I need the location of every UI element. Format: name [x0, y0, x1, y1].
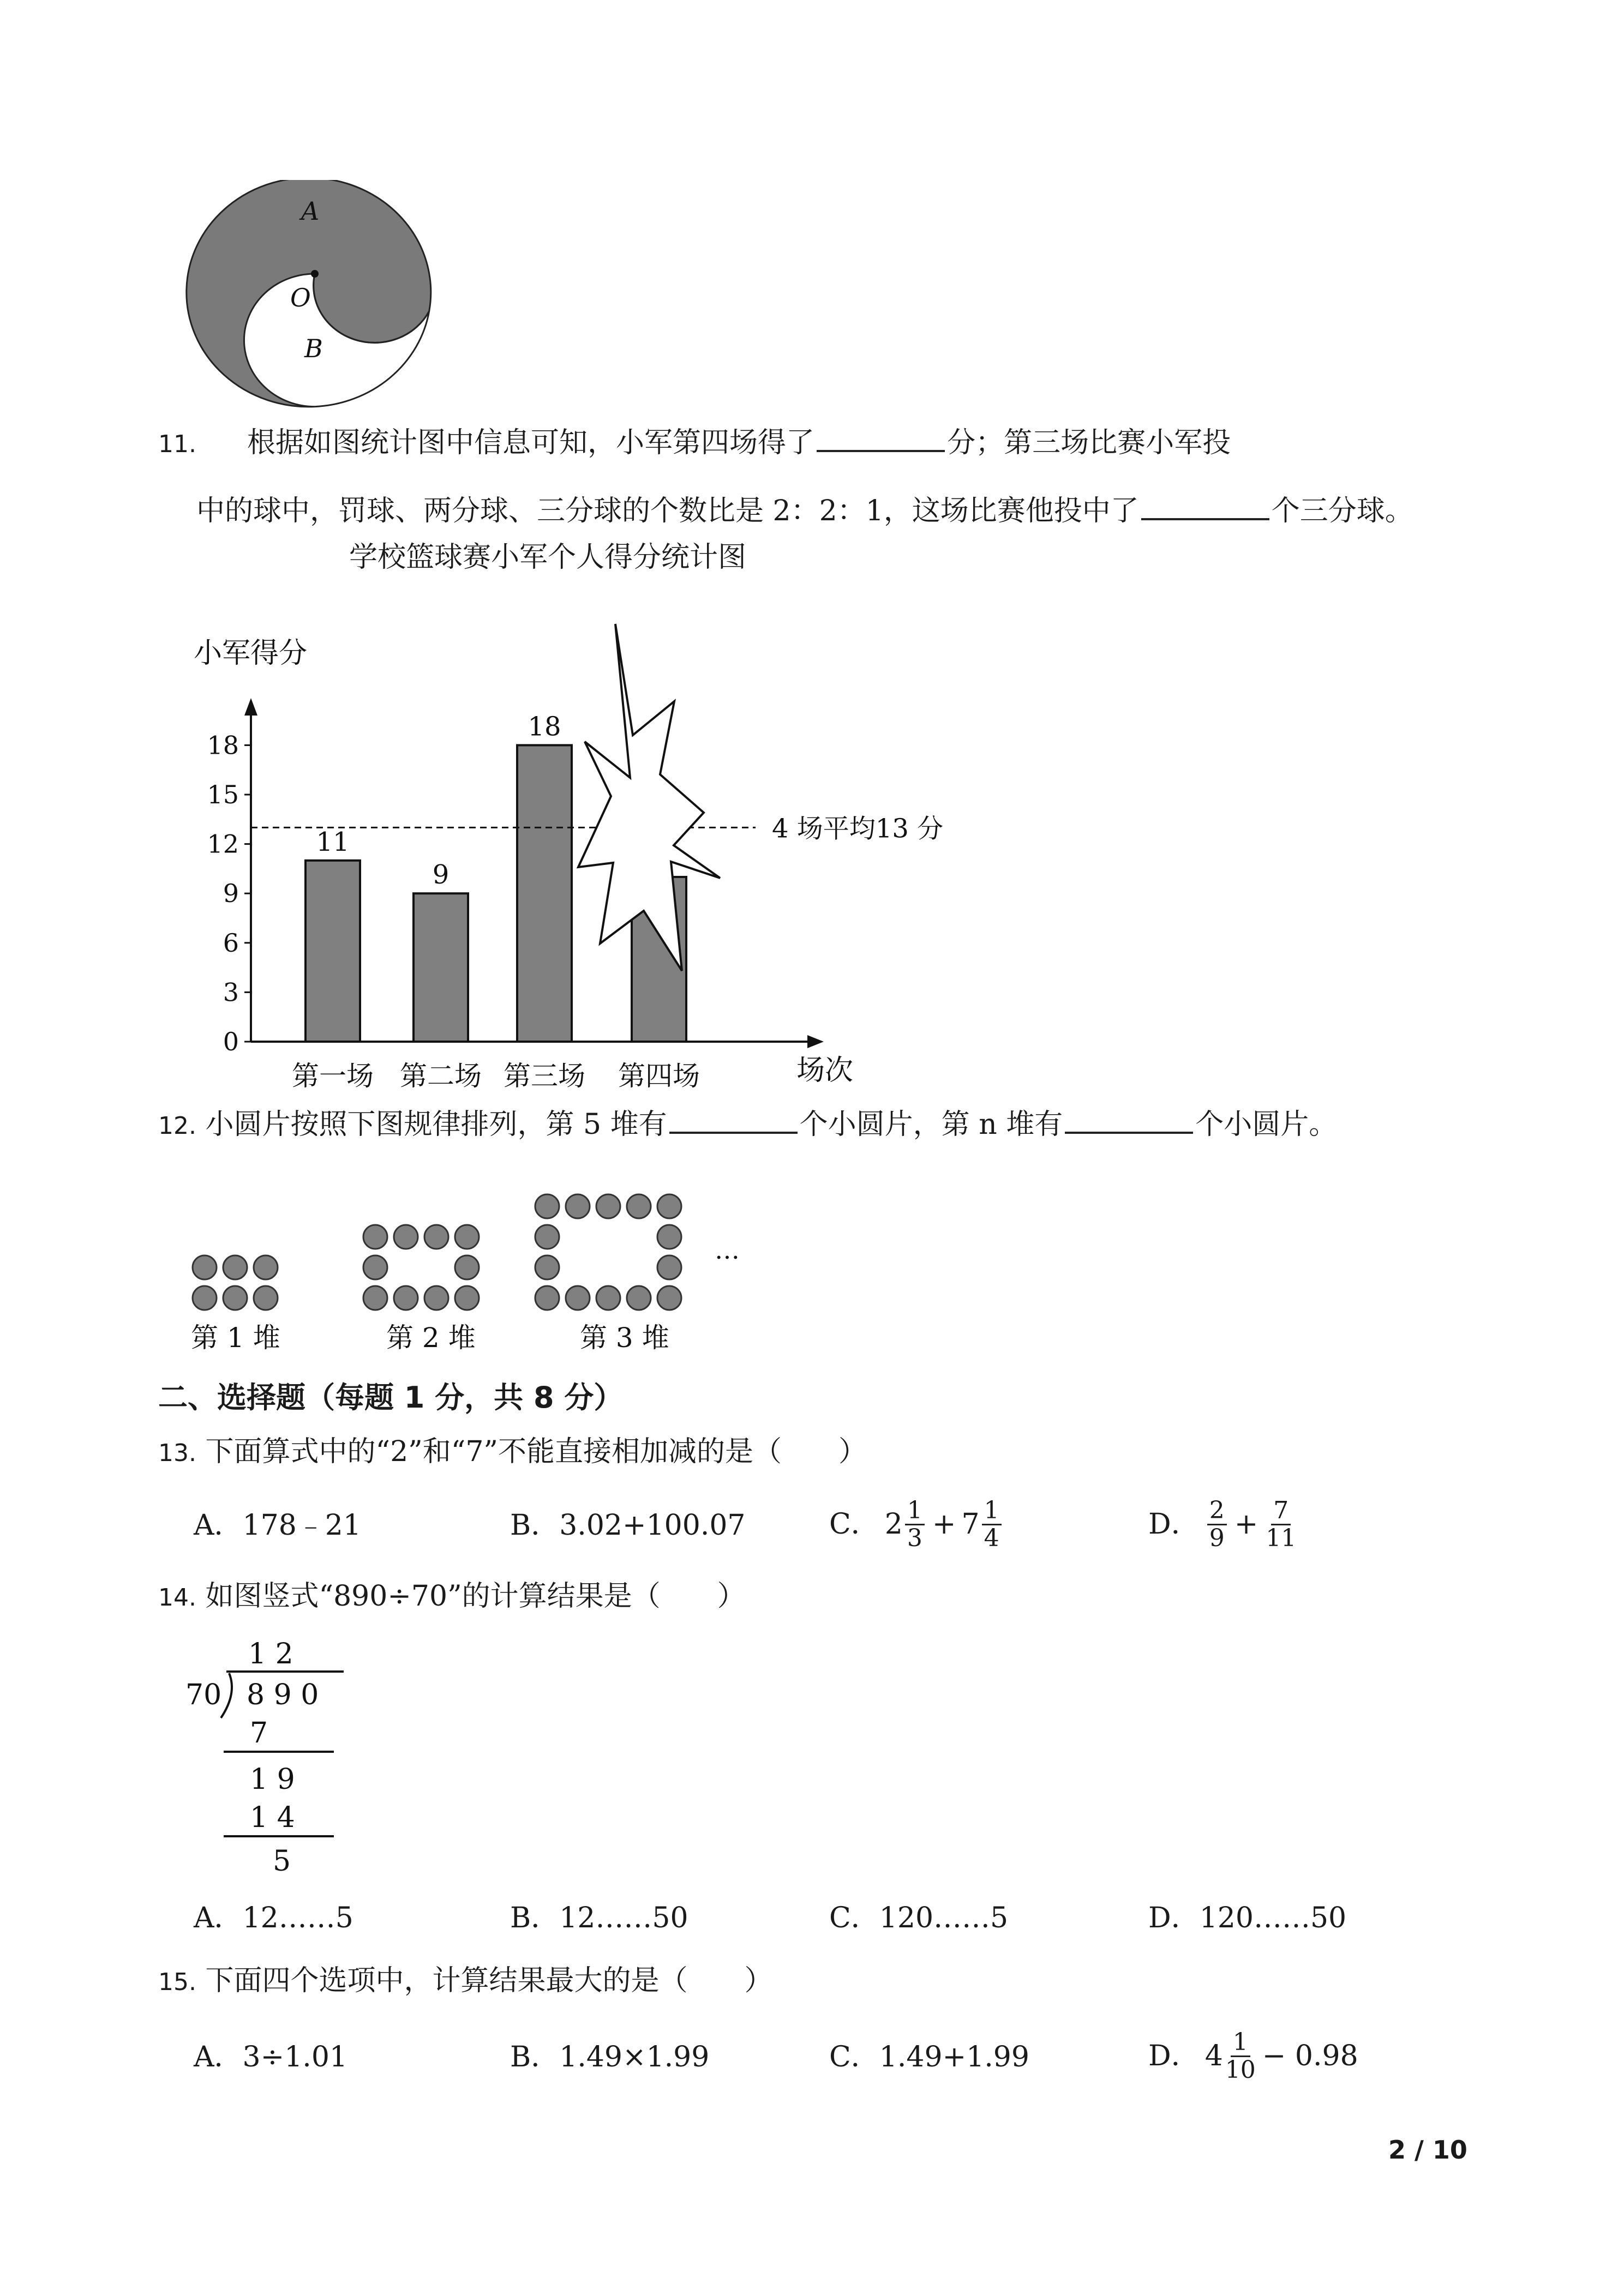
- q13-d-fraction-1: $\frac{2}{9}$: [1207, 1498, 1227, 1552]
- q11-blank-1[interactable]: [817, 428, 945, 452]
- pile-2-dot-10: [455, 1286, 479, 1310]
- q13-option-b[interactable]: B．3.02+100.07: [510, 1509, 746, 1542]
- q13-option-a[interactable]: A．178﹣21: [194, 1509, 361, 1542]
- bar-2: [414, 893, 468, 1042]
- y-tick-label-12: 12: [207, 829, 239, 859]
- pile-3-dot-3: [596, 1194, 620, 1218]
- q12-text-a: 小圆片按照下图规律排列，第 5 堆有: [205, 1108, 667, 1141]
- q13-number: 13.: [158, 1439, 196, 1467]
- pile-3-dot-1: [535, 1194, 559, 1218]
- pile-2-label: 第 2 堆: [386, 1322, 476, 1354]
- pile-2-dot-6: [455, 1255, 479, 1279]
- q11-text-b: 分；第三场比赛小军投: [947, 426, 1231, 459]
- pile-1-label: 第 1 堆: [191, 1322, 280, 1354]
- pile-1-dot-1: [193, 1255, 217, 1279]
- pile-2-dot-1: [363, 1225, 387, 1249]
- q14-text: 如图竖式“890÷70”的计算结果是（ ）: [205, 1580, 746, 1613]
- long-division-figure: [185, 1631, 365, 1882]
- label-o: O: [290, 283, 311, 312]
- pile-2-dot-3: [424, 1225, 448, 1249]
- pile-3-dot-14: [657, 1286, 681, 1310]
- division-step-3: 1 4: [250, 1801, 295, 1834]
- q11-line1: [158, 425, 1231, 462]
- bar-value-label-1: 11: [316, 826, 350, 857]
- x-tick-label-1: 第一场: [292, 1060, 374, 1092]
- division-dividend: 8 9 0: [247, 1679, 319, 1711]
- bar-value-label-3: 18: [528, 711, 561, 742]
- center-point-o: [311, 270, 319, 278]
- pile-1-dot-2: [223, 1255, 247, 1279]
- q14-option-a[interactable]: A．12……5: [194, 1902, 353, 1934]
- pile-1: [193, 1255, 278, 1310]
- pile-3-dot-5: [657, 1194, 681, 1218]
- q11-text-a: 根据如图统计图中信息可知，小军第四场得了: [247, 426, 815, 459]
- q12-blank-2[interactable]: [1065, 1110, 1193, 1134]
- pile-2-dot-2: [394, 1225, 418, 1249]
- q11-number: 11.: [158, 430, 196, 458]
- pile-3-dot-2: [566, 1194, 590, 1218]
- pile-2-dot-8: [394, 1286, 418, 1310]
- pile-1-dot-5: [223, 1286, 247, 1310]
- q12-text-c: 个小圆片。: [1195, 1108, 1338, 1141]
- q15-d-fraction: $\frac{1}{10}$: [1225, 2028, 1256, 2084]
- division-step-2: 1 9: [250, 1763, 295, 1796]
- pile-3: [535, 1194, 681, 1310]
- average-line-label: 4 场平均13 分: [772, 813, 944, 844]
- q14-option-d[interactable]: D．120……50: [1148, 1902, 1347, 1934]
- bar-chart: [180, 616, 998, 1107]
- division-remainder: 5: [273, 1845, 291, 1878]
- q13-option-c[interactable]: C． 2 $\frac{1}{3}$ + 7 $\frac{1}{4}$: [829, 1489, 1004, 1560]
- q13-c-fraction-1: $\frac{1}{3}$: [905, 1498, 925, 1552]
- q13-d-fraction-2: $\frac{7}{11}$: [1266, 1496, 1297, 1552]
- pile-3-dot-4: [627, 1194, 651, 1218]
- pile-3-label: 第 3 堆: [580, 1322, 669, 1354]
- q13-text: 下面算式中的“2”和“7”不能直接相加减的是（ ）: [205, 1435, 867, 1468]
- q12-blank-1[interactable]: [669, 1110, 798, 1134]
- x-tick-label-2: 第二场: [400, 1060, 482, 1092]
- y-axis-arrow: [244, 698, 257, 716]
- y-tick-label-9: 9: [223, 879, 239, 909]
- bar-value-label-2: 9: [432, 860, 450, 891]
- division-quotient: 1 2: [248, 1638, 293, 1670]
- q15-option-c[interactable]: C．1.49+1.99: [829, 2041, 1029, 2073]
- q15-option-d[interactable]: D． 4 $\frac{1}{10}$ − 0.98: [1148, 2028, 1358, 2084]
- pile-1-dot-4: [193, 1286, 217, 1310]
- page-number: 2 / 10: [1388, 2135, 1467, 2165]
- q11-line2: [196, 494, 1413, 528]
- bar-3: [517, 745, 572, 1042]
- y-axis-label: 小军得分: [194, 637, 308, 670]
- label-a: A: [301, 196, 320, 226]
- q14-option-c[interactable]: C．120……5: [829, 1902, 1009, 1934]
- q15-text: 下面四个选项中，计算结果最大的是（ ）: [205, 1964, 773, 1997]
- chart-marks: [207, 624, 943, 1092]
- q12-line: [158, 1107, 1337, 1144]
- q11-text-c: 中的球中，罚球、两分球、三分球的个数比是 2：2：1，这场比赛他投中了: [196, 495, 1139, 527]
- pile-3-dot-12: [596, 1286, 620, 1310]
- pile-2-dot-7: [363, 1286, 387, 1310]
- q14-stem: [158, 1579, 746, 1615]
- burst-cover-shape: [578, 624, 720, 971]
- q14-number: 14.: [158, 1584, 196, 1612]
- q12-number: 12.: [158, 1112, 196, 1140]
- division-step-1: 7: [250, 1717, 268, 1750]
- pile-ellipsis: …: [715, 1235, 740, 1265]
- pile-2-dot-5: [363, 1255, 387, 1279]
- pile-3-dot-7: [657, 1225, 681, 1249]
- pile-3-dot-9: [657, 1255, 681, 1279]
- q13-option-d[interactable]: D． $\frac{2}{9}$ + $\frac{7}{11}$: [1148, 1496, 1297, 1552]
- y-tick-label-0: 0: [223, 1027, 239, 1056]
- pile-2-dot-4: [455, 1225, 479, 1249]
- pile-2: [363, 1225, 479, 1310]
- y-tick-label-15: 15: [207, 780, 239, 809]
- q13-c-fraction-2: $\frac{1}{4}$: [982, 1498, 1002, 1552]
- q15-option-a[interactable]: A．3÷1.01: [194, 2041, 347, 2073]
- y-tick-label-18: 18: [207, 730, 239, 760]
- x-axis-label: 场次: [796, 1054, 854, 1087]
- q11-text-d: 个三分球。: [1271, 495, 1413, 527]
- q13-stem: [158, 1434, 867, 1471]
- division-divisor: 70: [185, 1679, 222, 1711]
- x-axis-arrow: [807, 1035, 824, 1048]
- q15-option-b[interactable]: B．1.49×1.99: [510, 2041, 710, 2073]
- q11-blank-2[interactable]: [1141, 496, 1269, 520]
- dot-pattern-figure: [180, 1167, 780, 1363]
- pile-3-dot-8: [535, 1255, 559, 1279]
- pile-2-dot-9: [424, 1286, 448, 1310]
- chart-title: 学校篮球赛小军个人得分统计图: [349, 541, 747, 574]
- q15-number: 15.: [158, 1968, 196, 1996]
- bar-1: [305, 861, 360, 1042]
- q14-option-b[interactable]: B．12……50: [510, 1902, 688, 1934]
- y-tick-label-3: 3: [223, 977, 239, 1007]
- circle-figure: [185, 180, 447, 414]
- pile-3-dot-11: [566, 1286, 590, 1310]
- q12-text-b: 个小圆片，第 n 堆有: [799, 1108, 1063, 1141]
- x-tick-label-3: 第三场: [504, 1060, 585, 1092]
- y-tick-label-6: 6: [223, 928, 239, 958]
- pile-3-dot-10: [535, 1286, 559, 1310]
- pile-3-dot-13: [627, 1286, 651, 1310]
- pile-1-dot-3: [254, 1255, 278, 1279]
- section-2-title: 二、选择题（每题 1 分，共 8 分）: [158, 1380, 624, 1415]
- x-tick-label-4: 第四场: [618, 1060, 700, 1092]
- pile-1-dot-6: [254, 1286, 278, 1310]
- label-b: B: [304, 334, 323, 363]
- q15-stem: [158, 1963, 773, 2000]
- pile-3-dot-6: [535, 1225, 559, 1249]
